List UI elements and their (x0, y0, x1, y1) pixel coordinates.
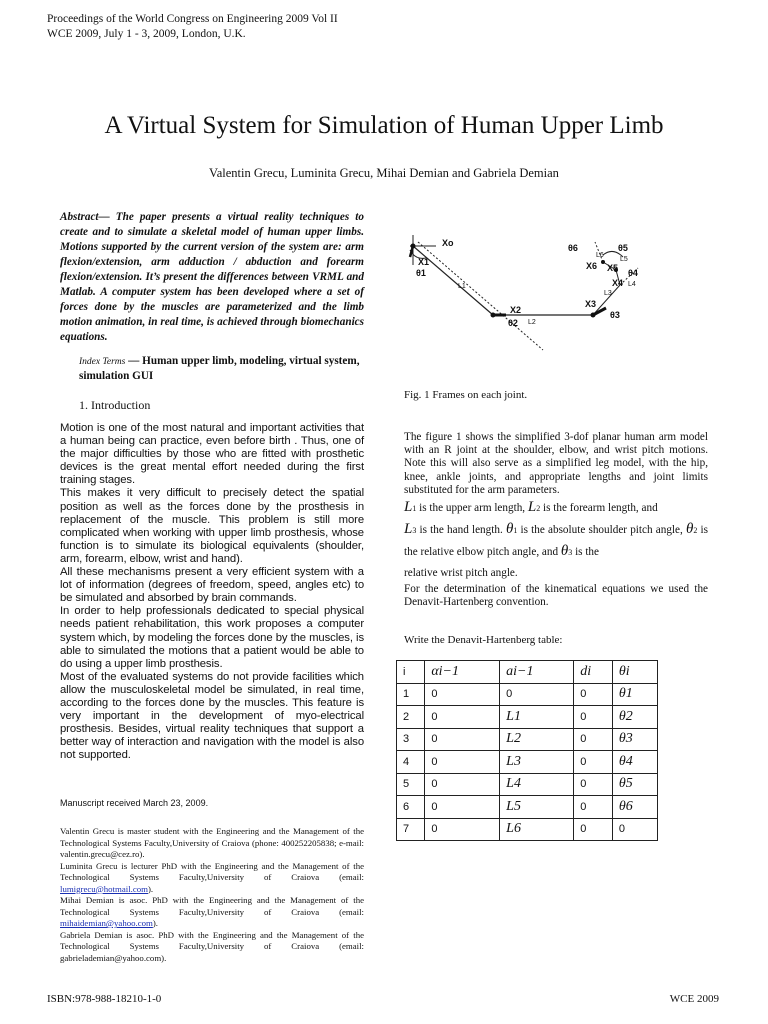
author-list: Valentin Grecu, Luminita Grecu, Mihai Demian and Gabriela Demian (209, 166, 559, 180)
text: is the relative elbow pitch angle, and (404, 524, 708, 559)
text: is the upper arm length, (416, 502, 528, 515)
table-cell: 0 (425, 683, 500, 706)
header-cell: i (397, 661, 425, 684)
table-cell: 0 (425, 751, 500, 774)
table-row (397, 773, 658, 796)
x3-axis (593, 308, 606, 315)
header-line-1: Proceedings of the World Congress on Engineering 2009 Vol II (47, 13, 338, 25)
table-cell: L2 (500, 728, 574, 751)
table-cell: 0 (574, 728, 613, 751)
table-cell: 0 (425, 706, 500, 729)
label-theta5: θ5 (618, 243, 628, 253)
table-cell: θ2 (612, 706, 657, 729)
table-cell: 0 (500, 683, 574, 706)
subscript: 2 (536, 504, 541, 514)
intro-paragraph: Most of the evaluated systems do not provide facilities which allow the musculoskeletal model be simulated, in real time, according to the forces done by the muscles. This feature is very important in the development of myo-electrical prosthesis. Besides, virtual reality techniques that support a better way of interaction and navigation with the model is also not supported. (60, 670, 364, 762)
footnote-text: Mihai Demian is asoc. PhD with the Engineering and the Management of the Technological Systems Faculty,University of Craiova (email: (60, 895, 364, 917)
index-terms-label: Index Terms (79, 357, 126, 367)
figure-caption: Fig. 1 Frames on each joint. (404, 389, 528, 401)
abstract-label: Abstract (60, 211, 99, 223)
table-cell: L5 (500, 796, 574, 819)
header-cell: αi−1 (425, 661, 500, 684)
label-x1: X1 (418, 257, 430, 267)
footnote-text: ). (148, 883, 154, 894)
label-l3: L3 (604, 290, 612, 297)
table-cell: 0 (425, 796, 500, 819)
header-cell: ai−1 (500, 661, 574, 684)
table-cell: 0 (612, 818, 657, 841)
intro-paragraph: All these mechanisms present a very efficient system with a lot of information (degrees of freedom, speed, angles etc) to be simulated and absorbed by brain commands. (60, 566, 364, 605)
footnote (60, 895, 364, 930)
index-terms-text: — Human upper limb, modeling, virtual system, simulation GUI (79, 355, 360, 382)
table-cell: 0 (574, 706, 613, 729)
table-cell: 4 (397, 751, 425, 774)
table-row (397, 796, 658, 819)
footnote: Gabriela Demian is asoc. PhD with the Engineering and the Management of the Technological Systems Faculty,University of Craiova (email: gabrielademian@yahoo.com). (60, 929, 364, 963)
table-cell: L3 (500, 751, 574, 774)
table-row (397, 751, 658, 774)
label-x4: X4 (612, 278, 624, 288)
symbol: θ (560, 543, 569, 560)
intro-paragraph: This makes it very difficult to precisely detect the spatial position as well as the forces done by the prosthesis in replacement of the muscle. This problem is still more complicated when working with upper limb prosthesis, whose function is to simulate its biological equivalents (shoulder, arm, forearm, elbow, wrist and hand). (60, 487, 364, 565)
label-l1: L1 (458, 283, 466, 290)
label-l2: L2 (528, 319, 536, 326)
label-x3: X3 (585, 299, 597, 309)
introduction-body (60, 422, 364, 762)
paragraph: For the determination of the kinematical equations we used the Denavit-Hartenberg convention. (404, 583, 708, 609)
table-cell: 6 (397, 796, 425, 819)
table-cell: 0 (574, 683, 613, 706)
table-cell: 0 (574, 773, 613, 796)
label-x6: X6 (586, 261, 598, 271)
label-theta3: θ3 (610, 310, 620, 320)
footnote (60, 861, 364, 896)
text: is the forearm length, and (540, 502, 658, 515)
table-cell: 0 (574, 796, 613, 819)
symbol: θ (505, 521, 514, 538)
table-cell: θ3 (612, 728, 657, 751)
author-footnotes (60, 826, 364, 964)
symbol: L (404, 521, 413, 538)
table-row (397, 728, 658, 751)
table-cell: 0 (425, 773, 500, 796)
intro-paragraph: In order to help professionals dedicated to special physical needs patient rehabilitation, this work proposes a computer system which, by modeling the forces done by the muscles, is able to simulated the motions that a patient would be able to do using a upper limb prosthesis. (60, 605, 364, 670)
footnote-text: ). (152, 918, 159, 928)
label-theta6: θ6 (568, 243, 578, 253)
table-cell: 0 (425, 728, 500, 751)
label-x5: X5 (607, 263, 619, 273)
subscript: 3 (412, 526, 417, 536)
footnote-text: Luminita Grecu is lecturer PhD with the Engineering and the Management of the Technological Systems Faculty,University of Craiova (email: (60, 860, 364, 882)
denavit-hartenberg-table (396, 660, 658, 841)
footnote: Valentin Grecu is master student with the Engineering and the Management of the Technological Systems Faculty,University of Craiova (phone: 400252205838; e-mail: valentin.grecu@cez.ro). (60, 826, 364, 859)
abstract-text: — The paper presents a virtual reality techniques to create and to simulate a skeletal model of human upper limbs. Motions supported by the current version of the system are: arm flexion/extension, arm adduction / abduction and forearm flexion/extension. It’s present the differences between VRML and Matlab. A computer system has been developed where a set of forces done by the muscles are parameterized and the limb motion animation, in real time, is achieved through biomechanics equations. (60, 211, 364, 343)
symbol: L (527, 499, 537, 516)
table-row (397, 683, 658, 706)
text: is the absolute shoulder pitch angle, (517, 524, 686, 537)
manuscript-note: Manuscript received March 23, 2009. (60, 798, 209, 808)
abstract (60, 210, 364, 345)
header-cell: θi (612, 661, 657, 684)
intro-paragraph: Motion is one of the most natural and important activities that a human being can practice, even before birth . Thus, one of the major difficulties by those who are fitted with prosthetic devices is the great mental effort needed during the first training stages. (60, 422, 364, 487)
table-cell: θ5 (612, 773, 657, 796)
footer-isbn: ISBN:978-988-18210-1-0 (47, 993, 162, 1005)
table-cell: L1 (500, 706, 574, 729)
text: is the (572, 546, 599, 559)
table-caption: Write the Denavit-Hartenberg table: (404, 634, 563, 646)
label-l5: L5 (620, 256, 628, 263)
label-theta4: θ4 (628, 268, 638, 278)
label-xo: Xo (442, 238, 454, 248)
upper-arm-extension (418, 242, 543, 350)
figure-joint-frames (398, 220, 728, 370)
table-cell: 1 (397, 683, 425, 706)
table-cell: θ1 (612, 683, 657, 706)
footer-conference: WCE 2009 (669, 993, 719, 1005)
table-cell: 7 (397, 818, 425, 841)
label-l6: L6 (596, 252, 604, 259)
table-row (397, 818, 658, 841)
running-header (47, 12, 338, 42)
table-cell: L6 (500, 818, 574, 841)
text: is the hand length. (416, 524, 506, 537)
email-link[interactable]: lumigrecu@hotmail.com (60, 883, 148, 894)
subscript: 3 (568, 548, 573, 558)
table-cell: 0 (574, 818, 613, 841)
subscript: 2 (693, 526, 698, 536)
text: relative wrist pitch angle. (404, 567, 518, 580)
table-cell: 0 (425, 818, 500, 841)
label-theta1: θ1 (416, 268, 426, 278)
table-cell: 0 (574, 751, 613, 774)
table-cell: 5 (397, 773, 425, 796)
section-heading-introduction: 1. Introduction (79, 398, 151, 412)
table-cell: θ6 (612, 796, 657, 819)
table-cell: L4 (500, 773, 574, 796)
paragraph-variables (404, 497, 708, 583)
symbol: θ (685, 521, 694, 538)
label-l4: L4 (628, 281, 636, 288)
table-header-row (397, 661, 658, 684)
symbol: L (404, 499, 413, 516)
subscript: 1 (513, 526, 518, 536)
table-cell: 3 (397, 728, 425, 751)
header-cell: di (574, 661, 613, 684)
header-line-2: WCE 2009, July 1 - 3, 2009, London, U.K. (47, 28, 246, 40)
right-column-text (404, 431, 708, 609)
table-cell: θ4 (612, 751, 657, 774)
paragraph: The figure 1 shows the simplified 3-dof planar human arm model with an R joint at the shoulder, elbow, and wrist pitch motions. Note this will also serve as a simplified leg model, with the hip, knee, ankle joints, and appropriate lengths and joint limits substituted for the arm parameters. (404, 431, 708, 496)
joint-finger (601, 260, 605, 264)
table-cell: 2 (397, 706, 425, 729)
index-terms (79, 355, 369, 383)
table-row (397, 706, 658, 729)
paper-title: A Virtual System for Simulation of Human Upper Limb (104, 112, 664, 139)
label-x2: X2 (510, 305, 522, 315)
email-link[interactable]: mihaidemian@yahoo.com (60, 918, 153, 928)
label-theta2: θ2 (508, 318, 518, 328)
subscript: 1 (412, 504, 417, 514)
